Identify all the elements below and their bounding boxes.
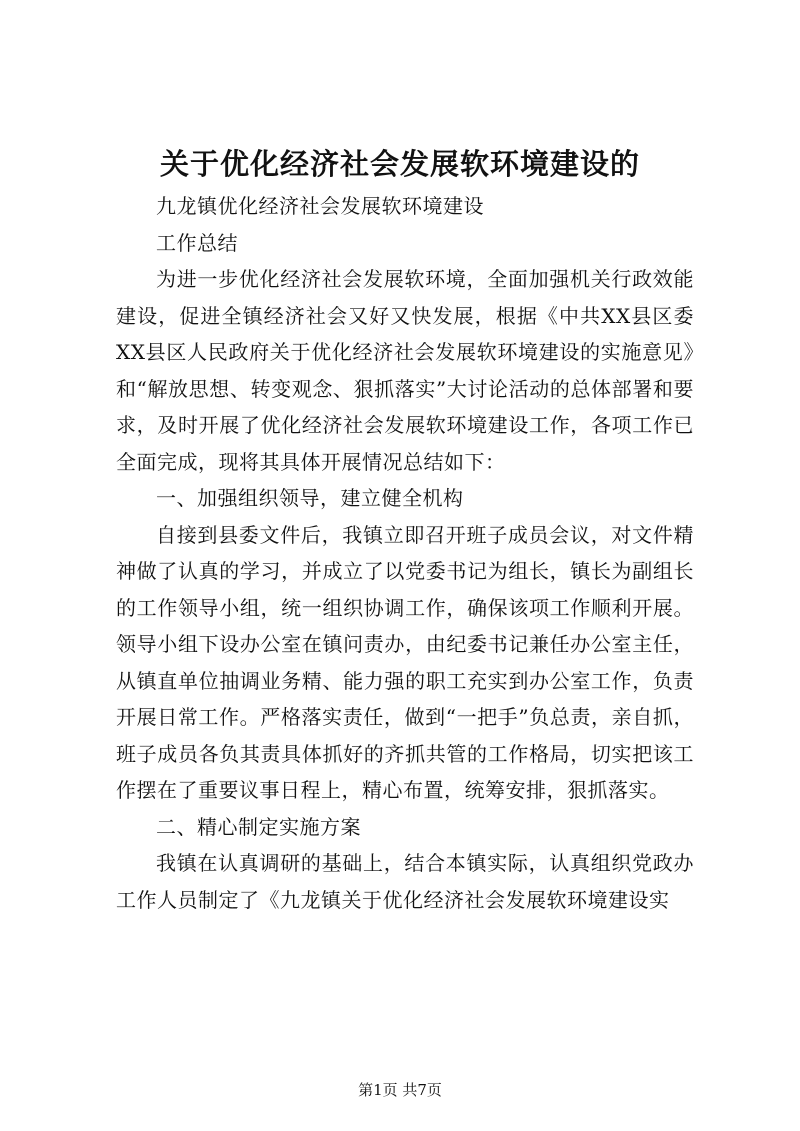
document-body (116, 188, 694, 918)
section-heading-2: 二、精心制定实施方案 (156, 814, 361, 839)
section-1-paragraph: 自接到县委文件后，我镇立即召开班子成员会议，对文件精神做了认真的学习，并成立了以党委书记为组长，镇长为副组长的工作领导小组，统一组织协调工作，确保该项工作顺利开展。领导小组下设办公室在镇问责办，由纪委书记兼任办公室主任，从镇直单位抽调业务精、能力强的职工充实到办公室工作，负责开展日常工作。严格落实责任，做到“一把手”负总责，亲自抓，班子成员各负其责具体抓好的齐抓共管的工作格局，切实把该工作摆在了重要议事日程上，精心布置，统筹安排，狠抓落实。 (116, 522, 694, 802)
subtitle-line-1: 九龙镇优化经济社会发展软环境建设 (156, 194, 484, 218)
page-number-footer: 第1页 共7页 (358, 1081, 442, 1099)
intro-paragraph: 为进一步优化经济社会发展软环境，全面加强机关行政效能建设，促进全镇经济社会又好又快发展，根据《中共XX县区委XX县区人民政府关于优化经济社会发展软环境建设的实施意见》和“解放思想、转变观念、狠抓落实”大讨论活动的总体部署和要求，及时开展了优化经济社会发展软环境建设工作，各项工作已全面完成，现将其具体开展情况总结如下： (116, 267, 694, 474)
section-2-paragraph: 我镇在认真调研的基础上，结合本镇实际，认真组织党政办工作人员制定了《九龙镇关于优化经济社会发展软环境建设实 (116, 851, 694, 912)
document-title: 关于优化经济社会发展软环境建设的 (159, 147, 640, 181)
subtitle-line-2: 工作总结 (156, 230, 238, 255)
section-heading-1: 一、加强组织领导，建立健全机构 (156, 486, 464, 510)
